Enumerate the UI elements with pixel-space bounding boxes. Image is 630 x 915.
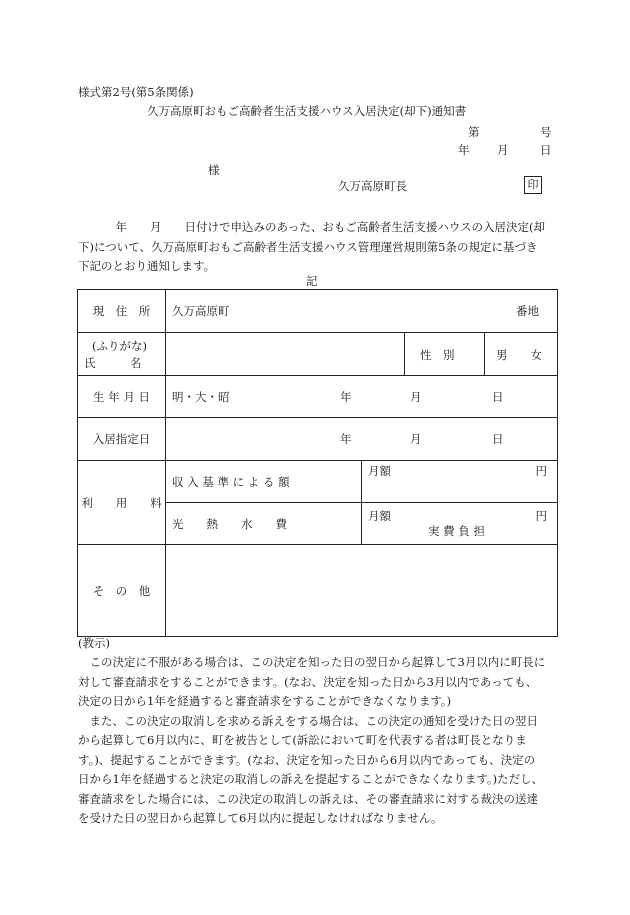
gender-divider — [404, 333, 405, 375]
entry-day-label: 日 — [492, 432, 504, 446]
fee-row1-label: 収 入 基 準 に よ る 額 — [172, 475, 290, 489]
birth-year-label: 年 — [340, 390, 352, 404]
gender-divider — [484, 333, 485, 375]
fee-row1-monthly: 月額 — [368, 464, 391, 478]
document-title: 久万高原町おもご高齢者生活支援ハウス入居決定(却下)通知書 — [147, 104, 467, 118]
address-label-cell — [78, 290, 166, 333]
fee-row2-yen: 円 — [535, 509, 547, 523]
document-number-label: 第 — [468, 125, 480, 139]
birth-label: 生 年 月 日 — [93, 389, 150, 404]
birth-era[interactable]: 明・大・昭 — [172, 390, 230, 404]
body-line: 下)について、久万高原町おもご高齢者生活支援ハウス管理運営規則第5条の規定に基づき — [78, 239, 538, 254]
furigana-label: (ふりがな) — [92, 339, 147, 353]
body-line: 下記のとおり通知します。 — [78, 259, 216, 273]
seal-stamp: 印 — [524, 176, 542, 194]
fee-row1-label-cell — [166, 461, 362, 503]
entry-month-label: 月 — [410, 432, 422, 446]
instruction-line: この決定に不服がある場合は、この決定を知った日の翌日から起算して3月以内に町長に — [78, 655, 546, 669]
other-label: そ の 他 — [92, 583, 151, 598]
form-number: 様式第2号(第5条関係) — [78, 85, 194, 99]
address-prefix: 久万高原町 — [172, 304, 230, 318]
entry-label-cell — [78, 418, 166, 461]
gender-options[interactable]: 男 女 — [496, 348, 542, 362]
body-text — [78, 218, 554, 277]
entry-label: 入居指定日 — [92, 432, 151, 446]
fee-row2-monthly: 月額 — [368, 509, 391, 523]
address-label: 現 住 所 — [92, 304, 151, 318]
birth-day-label: 日 — [492, 390, 504, 404]
instruction-heading: (教示) — [78, 636, 110, 650]
issue-day-label: 日 — [540, 143, 552, 157]
document-number-suffix: 号 — [540, 125, 552, 139]
addressee-suffix: 様 — [208, 163, 220, 177]
name-label-cell — [78, 333, 166, 376]
birth-month-label: 月 — [410, 390, 422, 404]
instruction-text — [78, 653, 554, 829]
birth-label-cell — [78, 376, 166, 418]
birth-field[interactable] — [166, 376, 558, 418]
instruction-line: また、この決定の取消しを求める訴えをする場合は、この決定の通知を受けた日の翌日 — [78, 713, 538, 728]
body-line: 年 月 日付けで申込みのあった、おもご高齢者生活支援ハウスの入居決定(却 — [104, 220, 546, 234]
instruction-line: す。)、提起することができます。(なお、決定を知った日から6月以内であっても、決定の — [78, 752, 536, 767]
application-form-table — [77, 289, 558, 637]
fee-row1-amount[interactable] — [362, 461, 558, 503]
issuer-name: 久万高原町長 — [338, 179, 407, 193]
other-field[interactable] — [166, 545, 558, 637]
instruction-line: から起算して6月以内に、町を被告として(訴訟において町を代表する者は町長となりま — [78, 733, 527, 747]
other-label-cell — [78, 545, 166, 637]
fee-row2-note: 実 費 負 担 — [428, 524, 485, 538]
instruction-line: 審査請求をした場合には、この決定の取消しの訴えは、その審査請求に対する裁決の送達 — [78, 791, 538, 806]
instruction-line: 対して審査請求をすることができます。(なお、決定を知った日から3月以内であっても、 — [78, 674, 538, 689]
gender-label: 性 別 — [420, 348, 455, 362]
address-suffix: 番地 — [516, 304, 539, 318]
fee-row2-label: 光 熱 水 費 — [172, 517, 287, 531]
entry-year-label: 年 — [340, 432, 352, 446]
issue-year-label: 年 — [458, 143, 470, 157]
address-field[interactable] — [166, 290, 558, 333]
fee-row2-amount[interactable] — [362, 503, 558, 545]
issue-month-label: 月 — [497, 143, 509, 157]
instruction-line: 日から1年を経過すると決定の取消しの訴えを提起することができなくなります。)ただし、 — [78, 772, 544, 786]
fee-label-cell — [78, 461, 166, 545]
name-field[interactable] — [166, 333, 558, 376]
instruction-line: 決定の日から1年を経過すると審査請求をすることができなくなります。) — [78, 694, 452, 708]
fee-label: 利 用 料 — [81, 495, 162, 510]
instruction-line: を受けた日の翌日から起算して6月以内に提起しなければなりません。 — [78, 811, 443, 825]
fee-row2-label-cell — [166, 503, 362, 545]
entry-date-field[interactable] — [166, 418, 558, 461]
ki-label: 記 — [306, 274, 318, 288]
name-label: 氏 名 — [84, 356, 142, 370]
fee-row1-yen: 円 — [535, 464, 547, 478]
